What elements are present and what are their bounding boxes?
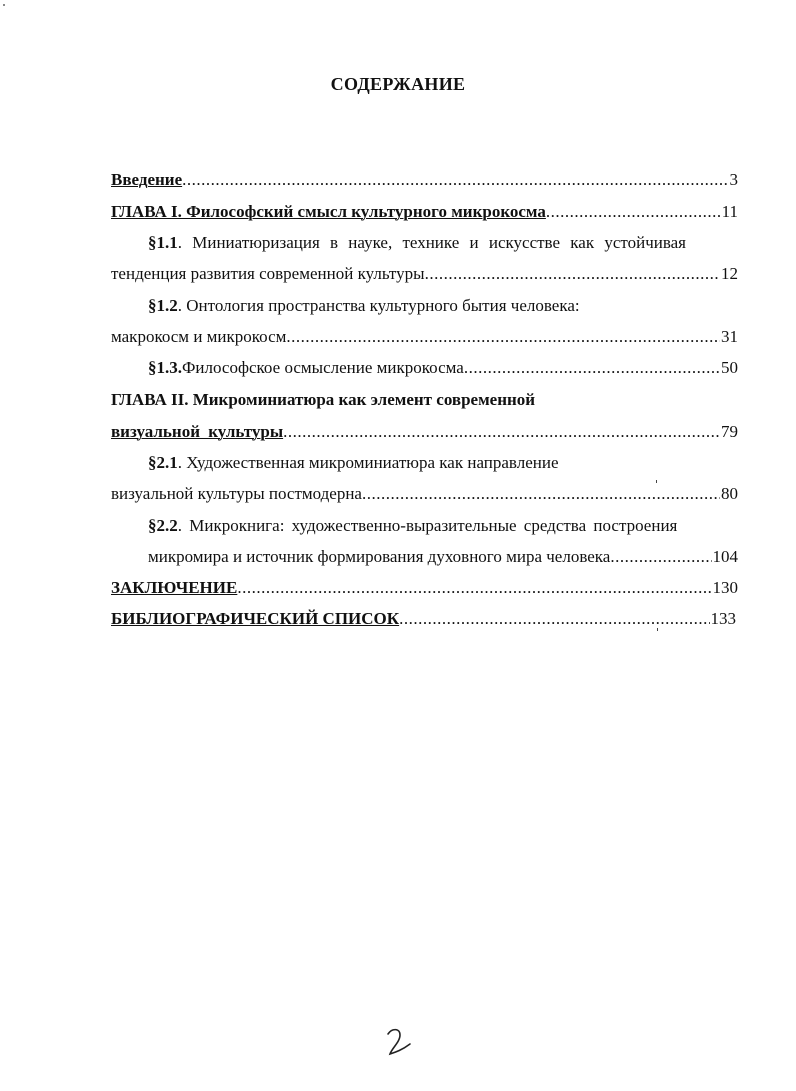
section-number: §1.2 — [148, 296, 178, 315]
toc-page: 104 — [712, 547, 738, 566]
toc-entry-section-2-2-cont[interactable] — [148, 547, 738, 567]
section-title-part1: . Микрокнига: художественно-выразительные средства построения — [177, 516, 678, 535]
toc-entry-conclusion[interactable] — [111, 578, 738, 598]
toc-page: 31 — [721, 327, 738, 346]
section-title-part2: визуальной культуры постмодерна — [111, 484, 362, 503]
dot-leader — [283, 422, 720, 442]
section-number: §2.2 — [148, 516, 178, 535]
toc-page: 50 — [721, 358, 738, 377]
page-title: СОДЕРЖАНИЕ — [330, 74, 466, 94]
toc-entry-chapter-1[interactable] — [111, 202, 738, 222]
scan-speck — [3, 4, 5, 6]
toc-entry-chapter-2-cont[interactable] — [111, 422, 738, 442]
toc-entry-chapter-2[interactable] — [111, 390, 738, 410]
toc-entry-bibliography[interactable] — [111, 609, 736, 629]
section-number: §1.1 — [148, 233, 178, 252]
dot-leader — [182, 170, 728, 190]
dot-leader — [610, 547, 711, 567]
handwritten-page-mark — [380, 1022, 420, 1062]
scan-speck — [657, 628, 658, 631]
toc-page: 11 — [721, 202, 738, 221]
toc-entry-section-2-1[interactable] — [148, 453, 740, 473]
section-title-part1: . Миниатюризация в науке, технике и искусстве как устойчивая — [177, 233, 687, 252]
toc-entry-intro[interactable] — [111, 170, 738, 190]
toc-page: 12 — [721, 264, 738, 283]
toc-page: 130 — [712, 578, 738, 597]
section-title: Философское осмысление микрокосма — [182, 358, 464, 377]
toc-page: 79 — [721, 422, 738, 441]
dot-leader — [464, 358, 720, 378]
toc-label: Введение — [111, 170, 183, 189]
section-title-part1: . Художественная микроминиатюра как направление — [177, 453, 559, 472]
toc-page: 133 — [710, 609, 736, 628]
dot-leader — [362, 484, 720, 504]
toc-label: ГЛАВА I. Философский смысл культурного микрокосма — [111, 202, 546, 221]
scan-speck — [656, 480, 657, 483]
toc-entry-section-1-2[interactable] — [148, 296, 740, 316]
toc-text-line1 — [148, 233, 740, 253]
dot-leader — [425, 264, 720, 284]
toc-page: 3 — [729, 170, 738, 189]
section-title-part2: макрокосм и микрокосм — [111, 327, 287, 346]
toc-label: ЗАКЛЮЧЕНИЕ — [111, 578, 238, 597]
toc-label-line2: визуальной культуры — [111, 422, 284, 441]
toc-label-line1: ГЛАВА II. Микроминиатюра как элемент современной — [111, 390, 536, 409]
toc-entry-section-1-1[interactable] — [148, 233, 740, 253]
toc-entry-section-1-2-cont[interactable] — [111, 327, 738, 347]
toc-label: БИБЛИОГРАФИЧЕСКИЙ СПИСОК — [111, 609, 400, 628]
toc-entry-section-2-2[interactable] — [148, 516, 740, 536]
dot-leader — [399, 609, 709, 629]
toc-entry-section-1-1-cont[interactable] — [111, 264, 738, 284]
section-title-part2: микромира и источник формирования духовного мира человека — [148, 547, 611, 566]
dot-leader — [546, 202, 721, 222]
toc-entry-section-1-3[interactable] — [148, 358, 738, 378]
dot-leader — [286, 327, 720, 347]
section-title-part1: . Онтология пространства культурного бытия человека: — [177, 296, 580, 315]
section-number: §1.3. — [148, 358, 182, 377]
dot-leader — [237, 578, 711, 598]
section-number: §2.1 — [148, 453, 178, 472]
toc-entry-section-2-1-cont[interactable] — [111, 484, 738, 504]
section-title-part2: тенденция развития современной культуры — [111, 264, 425, 283]
toc-page: 80 — [721, 484, 738, 503]
